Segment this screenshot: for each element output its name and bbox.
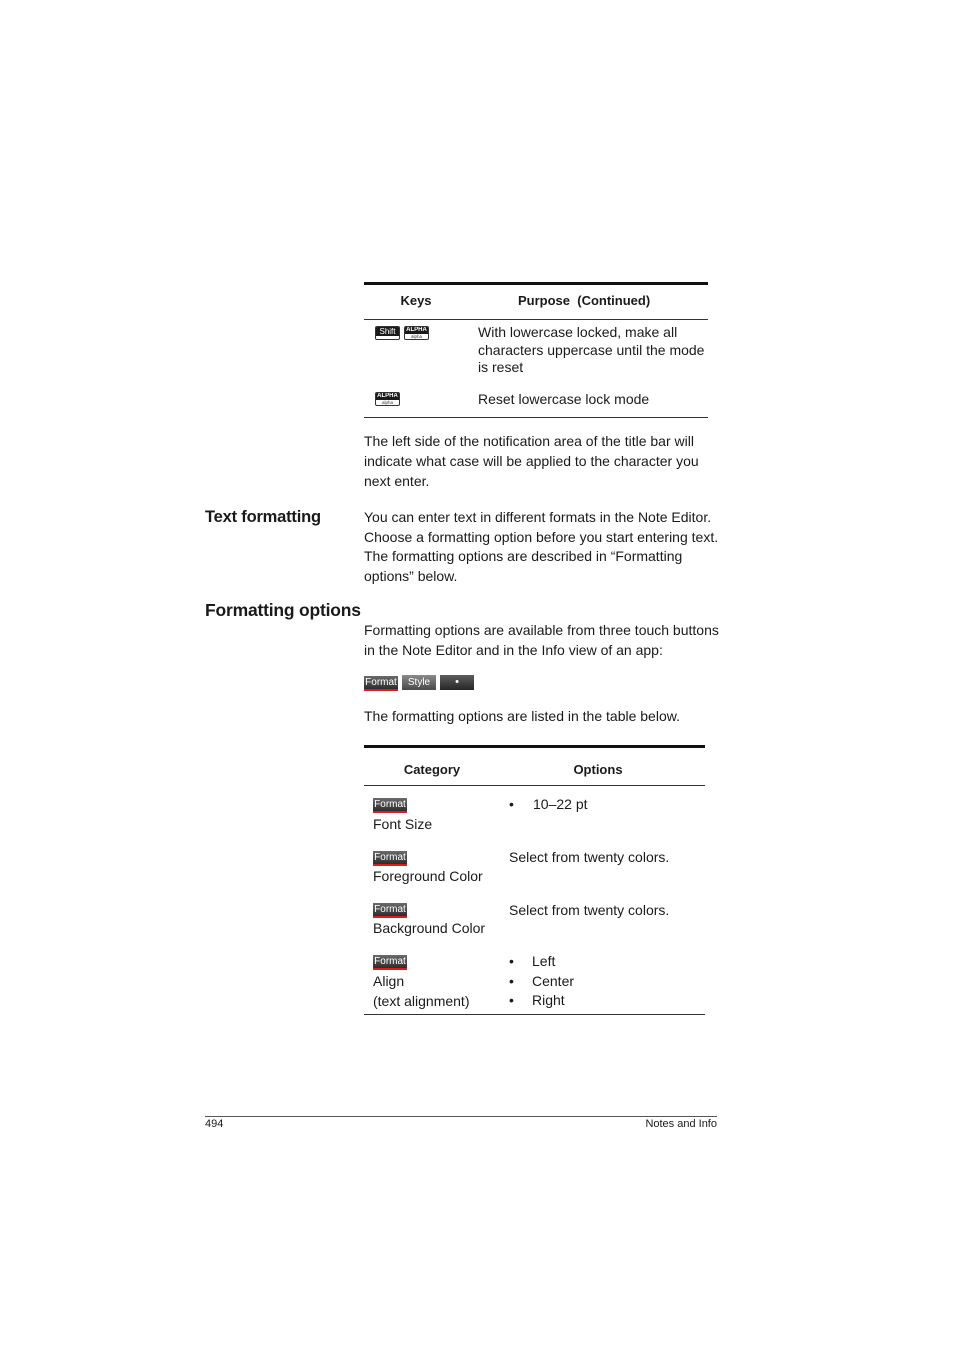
option-align-center: Center <box>532 973 575 989</box>
bullet-marker: • <box>509 973 514 989</box>
format-button-icon: Format <box>373 955 407 970</box>
bullet-marker: • <box>509 992 514 1008</box>
option-font-size-range: 10–22 pt <box>533 796 588 812</box>
alpha-key-icon: ALPHA alpha <box>375 392 400 406</box>
format-button-icon: Format <box>373 903 407 918</box>
text-formatting-heading: Text formatting <box>205 508 321 526</box>
keys-table-top-rule <box>364 282 708 285</box>
category-background-color: Background Color <box>373 920 486 936</box>
keys-table-header-rule <box>364 319 708 320</box>
option-align-right: Right <box>532 992 565 1008</box>
format-button-icon: Format <box>364 676 398 691</box>
chapter-title: Notes and Info <box>645 1118 717 1130</box>
category-align: Align (text alignment) <box>373 973 470 1009</box>
category-font-size: Font Size <box>373 816 433 832</box>
option-background-colors: Select from twenty colors. <box>509 902 670 918</box>
options-table-bottom-rule <box>364 1014 705 1015</box>
bullet-button-icon: • <box>440 675 474 690</box>
bullet-marker: • <box>509 953 514 969</box>
formatting-options-paragraph: Formatting options are available from three touch buttons in the Note Editor and in the Info view of an app: <box>364 622 719 658</box>
options-table-header-category: Category <box>403 762 461 777</box>
keys-table-header-purpose: Purpose (Continued) <box>518 293 651 308</box>
options-table-header-rule <box>364 785 705 786</box>
text-formatting-paragraph: You can enter text in different formats in the Note Editor. Choose a formatting option before you start entering text. The formatting options are described in “Formatting options” below. <box>364 509 719 584</box>
keys-table-header-keys: Keys <box>400 293 432 308</box>
alpha-key-icon: ALPHA alpha <box>404 326 429 340</box>
bullet-marker: • <box>509 796 514 812</box>
options-table-intro: The formatting options are listed in the table below. <box>364 708 680 724</box>
keys-row-2-purpose: Reset lowercase lock mode <box>478 391 650 407</box>
shift-key-icon: Shift <box>375 326 400 340</box>
keys-row-1-purpose: With lowercase locked, make all characters uppercase until the mode is reset <box>478 324 705 375</box>
options-table-header-options: Options <box>573 762 623 777</box>
format-button-icon: Format <box>373 851 407 866</box>
category-foreground-color: Foreground Color <box>373 868 483 884</box>
formatting-options-heading: Formatting options <box>205 600 361 620</box>
footer-rule <box>205 1116 717 1117</box>
option-foreground-colors: Select from twenty colors. <box>509 849 670 865</box>
notification-paragraph: The left side of the notification area of the title bar will indicate what case will be applied to the character you next enter. <box>364 433 699 489</box>
options-table-top-rule <box>364 745 705 748</box>
format-button-icon: Format <box>373 798 407 813</box>
page-number: 494 <box>205 1118 224 1130</box>
option-align-left: Left <box>532 953 556 969</box>
keys-table-bottom-rule <box>364 417 708 418</box>
style-button-icon: Style <box>402 675 436 690</box>
